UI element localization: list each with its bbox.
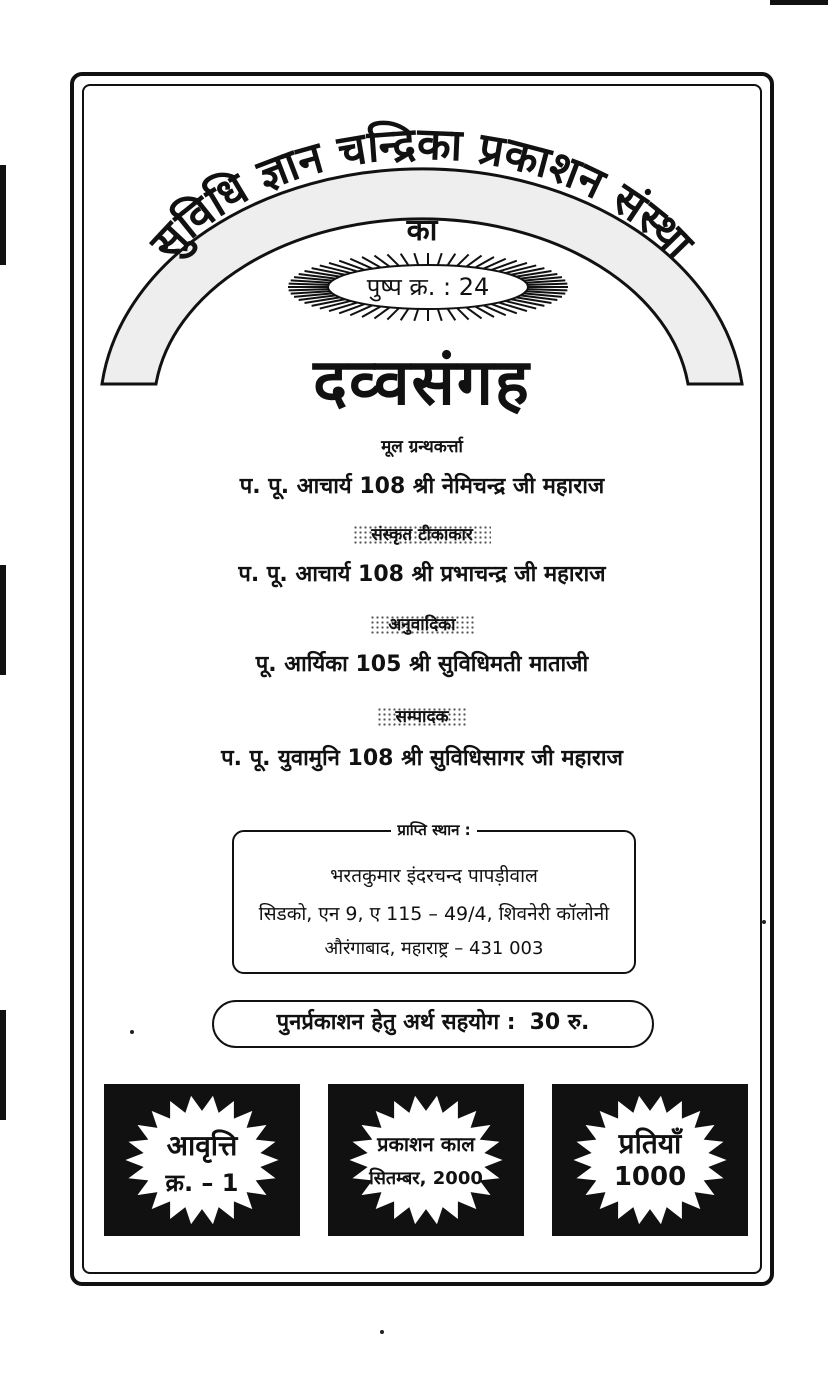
credit-person: प. पू. आचार्य 108 श्री प्रभाचन्द्र जी महाराज — [238, 562, 606, 587]
credit-role: सम्पादक — [82, 704, 762, 727]
copies-label: प्रतियाँ — [618, 1127, 682, 1160]
starburst-ray — [339, 304, 364, 313]
price-label: पुनर्प्रकाशन हेतु अर्थ सहयोग : — [276, 1010, 516, 1035]
scan-edge-mark — [0, 565, 6, 675]
scan-edge-mark — [770, 0, 828, 5]
availability-heading: प्राप्ति स्थान : — [234, 820, 634, 840]
starburst-ray — [491, 304, 516, 313]
credit-role: अनुवादिका — [82, 612, 762, 635]
starburst-ray — [491, 261, 516, 270]
edition-badge — [104, 1084, 300, 1236]
ka-label: का — [406, 213, 438, 248]
publisher-name: सुविधि ज्ञान चन्द्रिका प्रकाशन संस्था — [140, 118, 703, 270]
credit-person: प. पू. आचार्य 108 श्री नेमिचन्द्र जी महाराज — [239, 474, 605, 499]
address-line-2: औरंगाबाद, महाराष्ट्र – 431 003 — [324, 938, 544, 959]
starburst-ray — [387, 308, 399, 319]
speck — [380, 1330, 384, 1334]
starburst-ray — [414, 309, 418, 321]
credit-role: मूल ग्रन्थकर्त्ता — [381, 437, 463, 457]
pubdate-value: सितम्बर, 2000 — [369, 1168, 483, 1189]
starburst-ray — [448, 254, 456, 266]
pubdate-label: प्रकाशन काल — [377, 1132, 475, 1156]
edition-number: क्र. – 1 — [165, 1169, 239, 1197]
starburst-ray — [457, 308, 469, 319]
pushpa-number-badge — [282, 252, 574, 322]
credit-person: प. पू. युवामुनि 108 श्री सुविधिसागर जी महाराज — [221, 746, 623, 771]
starburst-ray — [438, 309, 442, 321]
scan-edge-mark — [0, 165, 6, 265]
availability-box — [232, 821, 636, 974]
price-value: 30 रु. — [529, 1010, 590, 1035]
pubdate-badge — [328, 1084, 524, 1236]
copies-badge — [552, 1084, 748, 1236]
starburst-ray — [448, 309, 456, 321]
starburst-ray — [401, 309, 409, 321]
starburst-ray — [387, 254, 399, 265]
book-title: दव्वसंगह — [313, 346, 531, 420]
copies-value: 1000 — [613, 1162, 687, 1192]
starburst-ray — [401, 254, 409, 266]
starburst-ray — [339, 261, 364, 270]
scan-edge-mark — [0, 1010, 6, 1120]
address-line-1: सिडको, एन 9, ए 115 – 49/4, शिवनेरी कॉलोनी — [258, 903, 610, 925]
distributor-name: भरतकुमार इंदरचन्द पापड़ीवाल — [330, 865, 538, 887]
credit-role: संस्कृत टीकाकार — [82, 522, 762, 545]
starburst-ray — [438, 253, 442, 265]
pushpa-number: पुष्प क्र. : 24 — [366, 273, 490, 301]
credit-person: पू. आर्यिका 105 श्री सुविधिमती माताजी — [255, 652, 589, 677]
pubdate-starburst — [328, 1084, 524, 1236]
edition-label: आवृत्ति — [166, 1129, 238, 1162]
starburst-ray — [414, 253, 418, 265]
starburst-ray — [457, 254, 469, 265]
price-pill — [212, 1000, 654, 1048]
